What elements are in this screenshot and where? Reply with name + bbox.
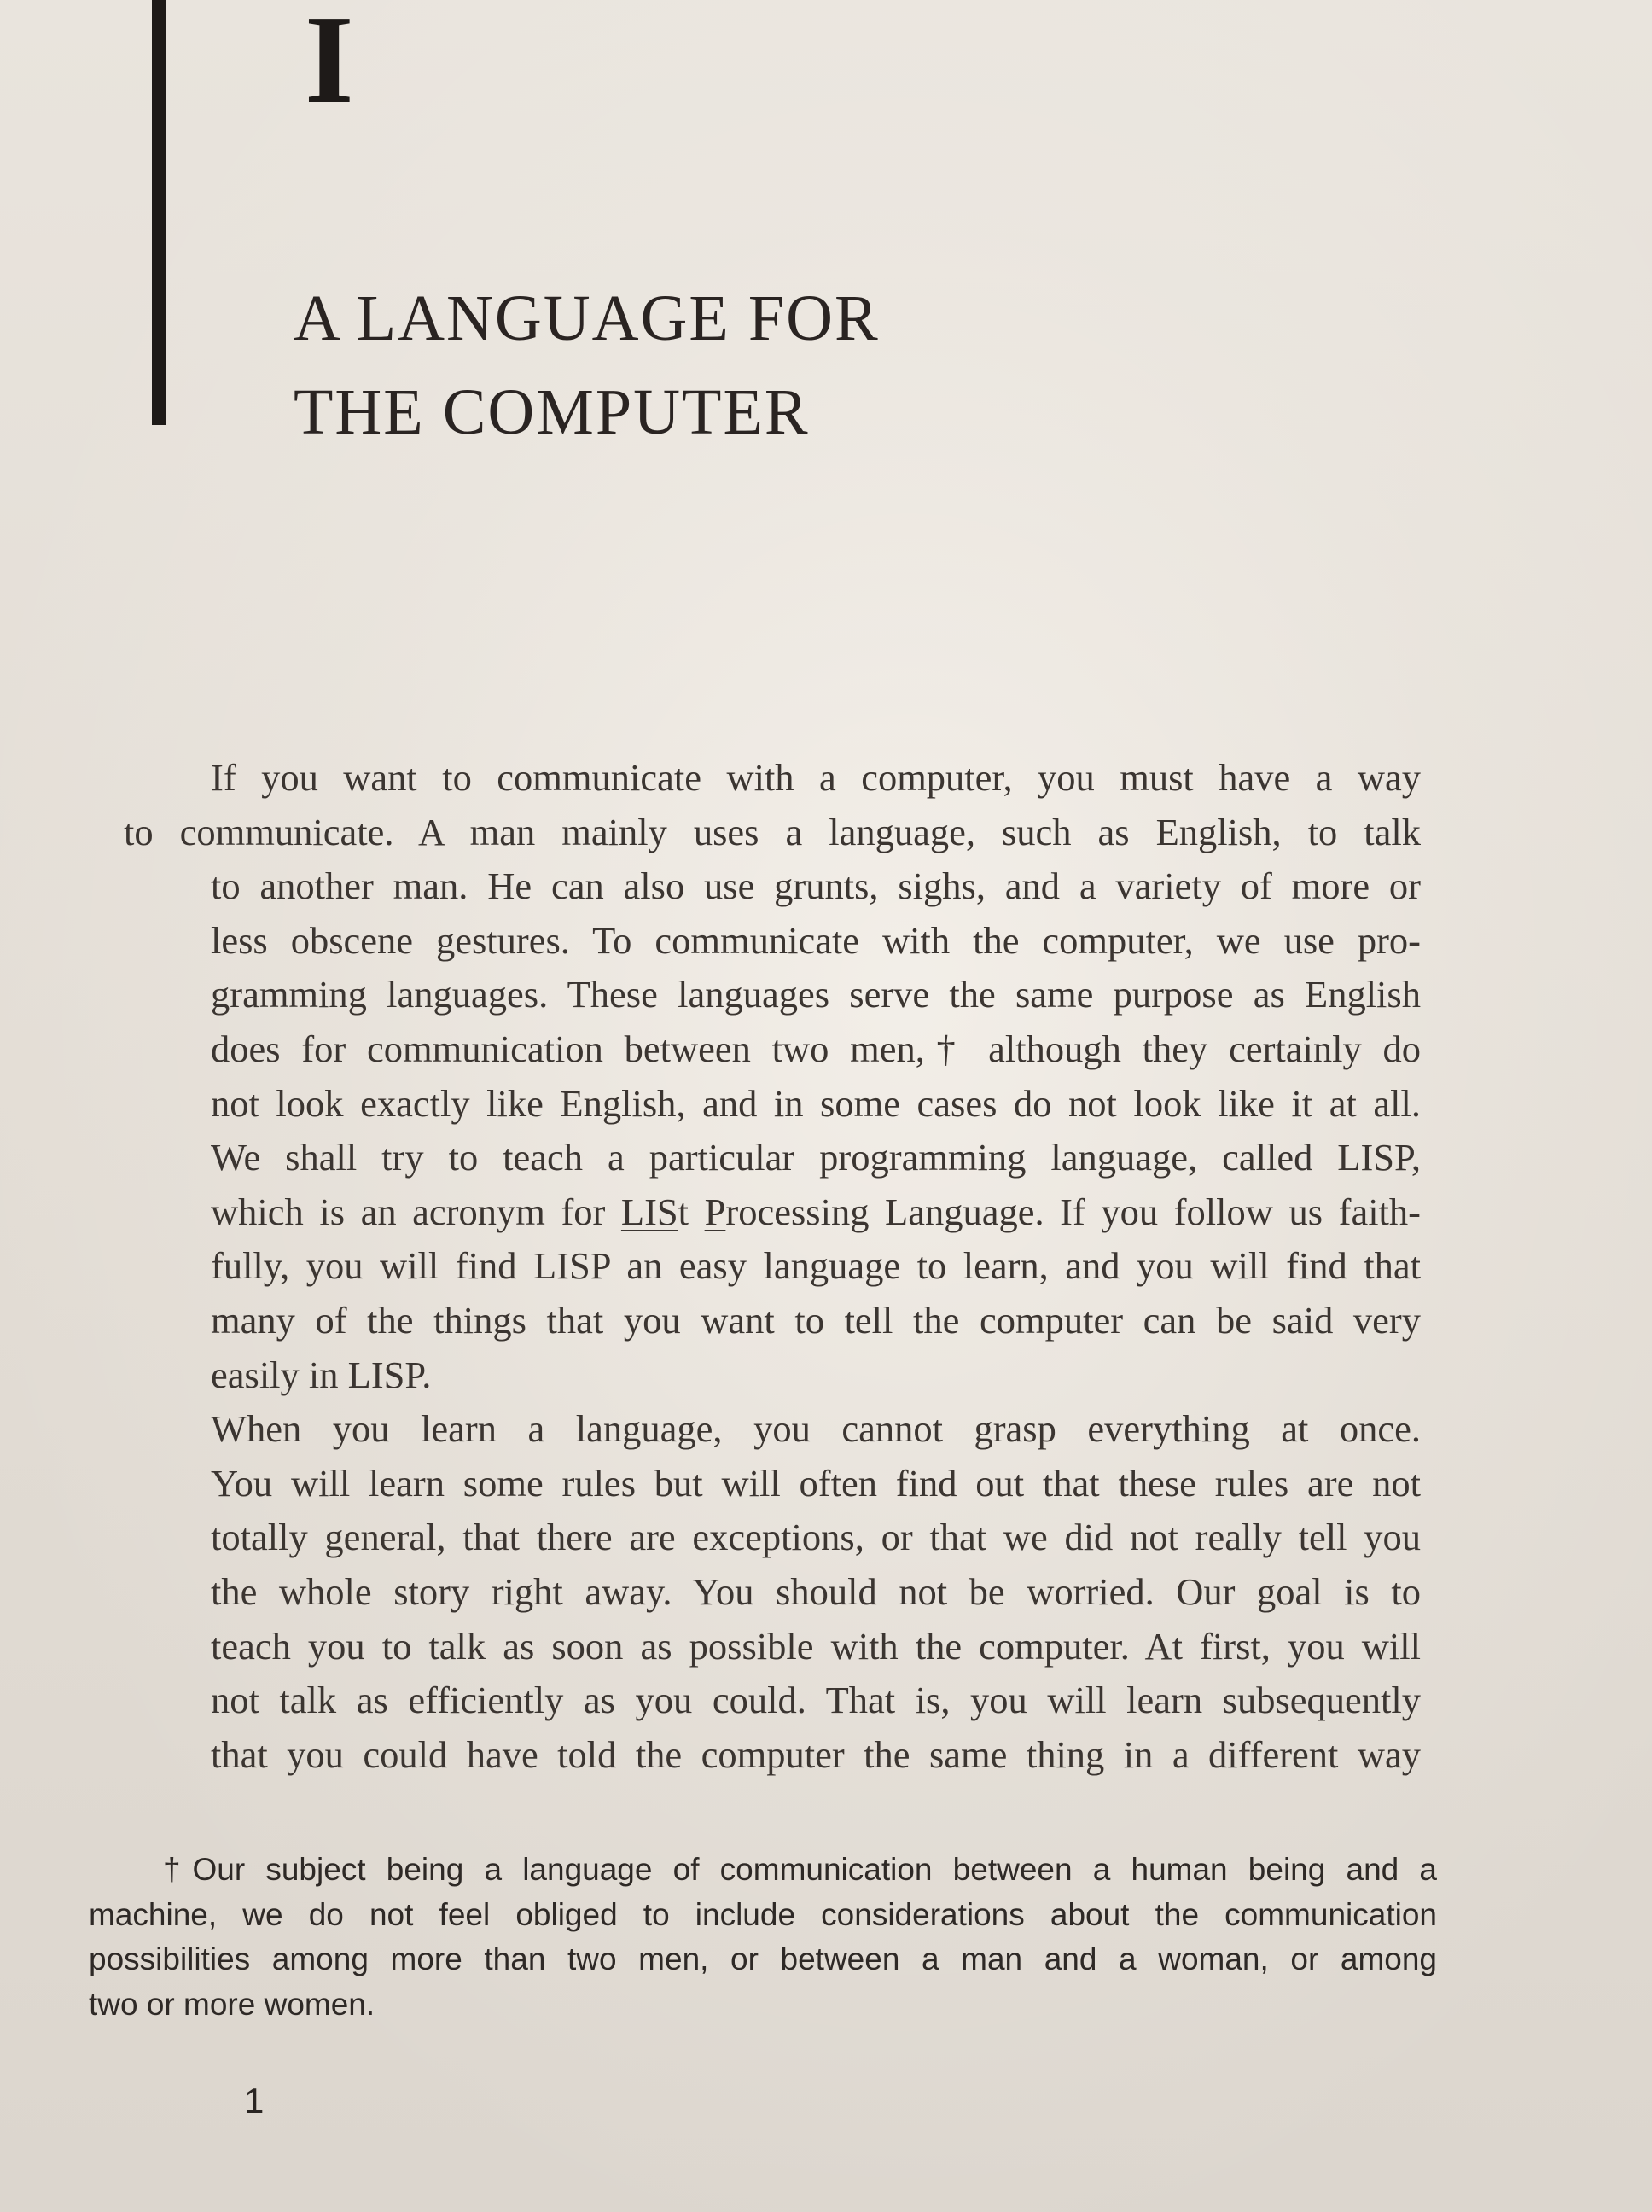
footnote-line: possibilities among more than two men, or between a man and a woman, or among bbox=[89, 1941, 1437, 1977]
text-line: that you could have told the computer the same thing in a different way bbox=[211, 1732, 1421, 1776]
chapter-rule bbox=[152, 0, 166, 425]
text-segment: t bbox=[678, 1190, 705, 1233]
chapter-title-line: THE COMPUTER bbox=[294, 376, 810, 448]
text-line: totally general, that there are exceptions, or that we did not really tell you bbox=[211, 1516, 1421, 1559]
text-line: to another man. He can also use grunts, sighs, and a variety of more or bbox=[211, 864, 1421, 908]
text-line: teach you to talk as soon as possible with the computer. At first, you will bbox=[211, 1624, 1421, 1668]
text-line: We shall try to teach a particular programming language, called LISP, bbox=[211, 1136, 1421, 1179]
footnote-line: †Our subject being a language of communication between a human being and a bbox=[163, 1852, 1437, 1887]
page-number: 1 bbox=[244, 2081, 265, 2121]
text-line: does for communication between two men,† although they certainly do bbox=[211, 1027, 1421, 1070]
underlined-acronym-letter: P bbox=[704, 1190, 726, 1233]
text-line: gramming languages. These languages serve the same purpose as English bbox=[211, 973, 1421, 1016]
text-line: not talk as efficiently as you could. That is, you will learn subsequently bbox=[211, 1679, 1421, 1722]
body-text bbox=[124, 751, 1421, 1782]
text-line: not look exactly like English, and in some cases do not look like it at all. bbox=[211, 1081, 1421, 1125]
text-line: many of the things that you want to tell the computer can be said very bbox=[211, 1298, 1421, 1342]
footnote bbox=[89, 1848, 1437, 2027]
chapter-number: I bbox=[305, 0, 354, 130]
chapter-title-line: A LANGUAGE FOR bbox=[294, 282, 880, 354]
text-line: easily in LISP. bbox=[211, 1353, 432, 1396]
underlined-acronym-letters: LIS bbox=[620, 1190, 678, 1233]
paragraph bbox=[124, 751, 1421, 1402]
footnote-line: machine, we do not feel obliged to include considerations about the communication bbox=[89, 1896, 1437, 1932]
text-line: You will learn some rules but will often find out that these rules are not bbox=[211, 1461, 1421, 1505]
text-line: less obscene gestures. To communicate with the computer, we use pro- bbox=[211, 918, 1421, 962]
text-segment: which is an acronym for bbox=[211, 1190, 621, 1233]
text-line: fully, you will find LISP an easy language to learn, and you will find that bbox=[211, 1244, 1421, 1288]
text-line: If you want to communicate with a computer, you must have a way bbox=[211, 756, 1421, 799]
footnote-line: two or more women. bbox=[89, 1986, 375, 2022]
text-line: to communicate. A man mainly uses a language, such as English, to talk bbox=[124, 810, 1421, 853]
text-line: When you learn a language, you cannot grasp everything at once. bbox=[211, 1407, 1421, 1451]
text-line bbox=[124, 1185, 1421, 1240]
text-line: the whole story right away. You should not be worried. Our goal is to bbox=[211, 1569, 1421, 1613]
chapter-title bbox=[294, 271, 880, 459]
paragraph bbox=[124, 1402, 1421, 1782]
text-segment: rocessing Language. If you follow us faith- bbox=[725, 1190, 1421, 1233]
